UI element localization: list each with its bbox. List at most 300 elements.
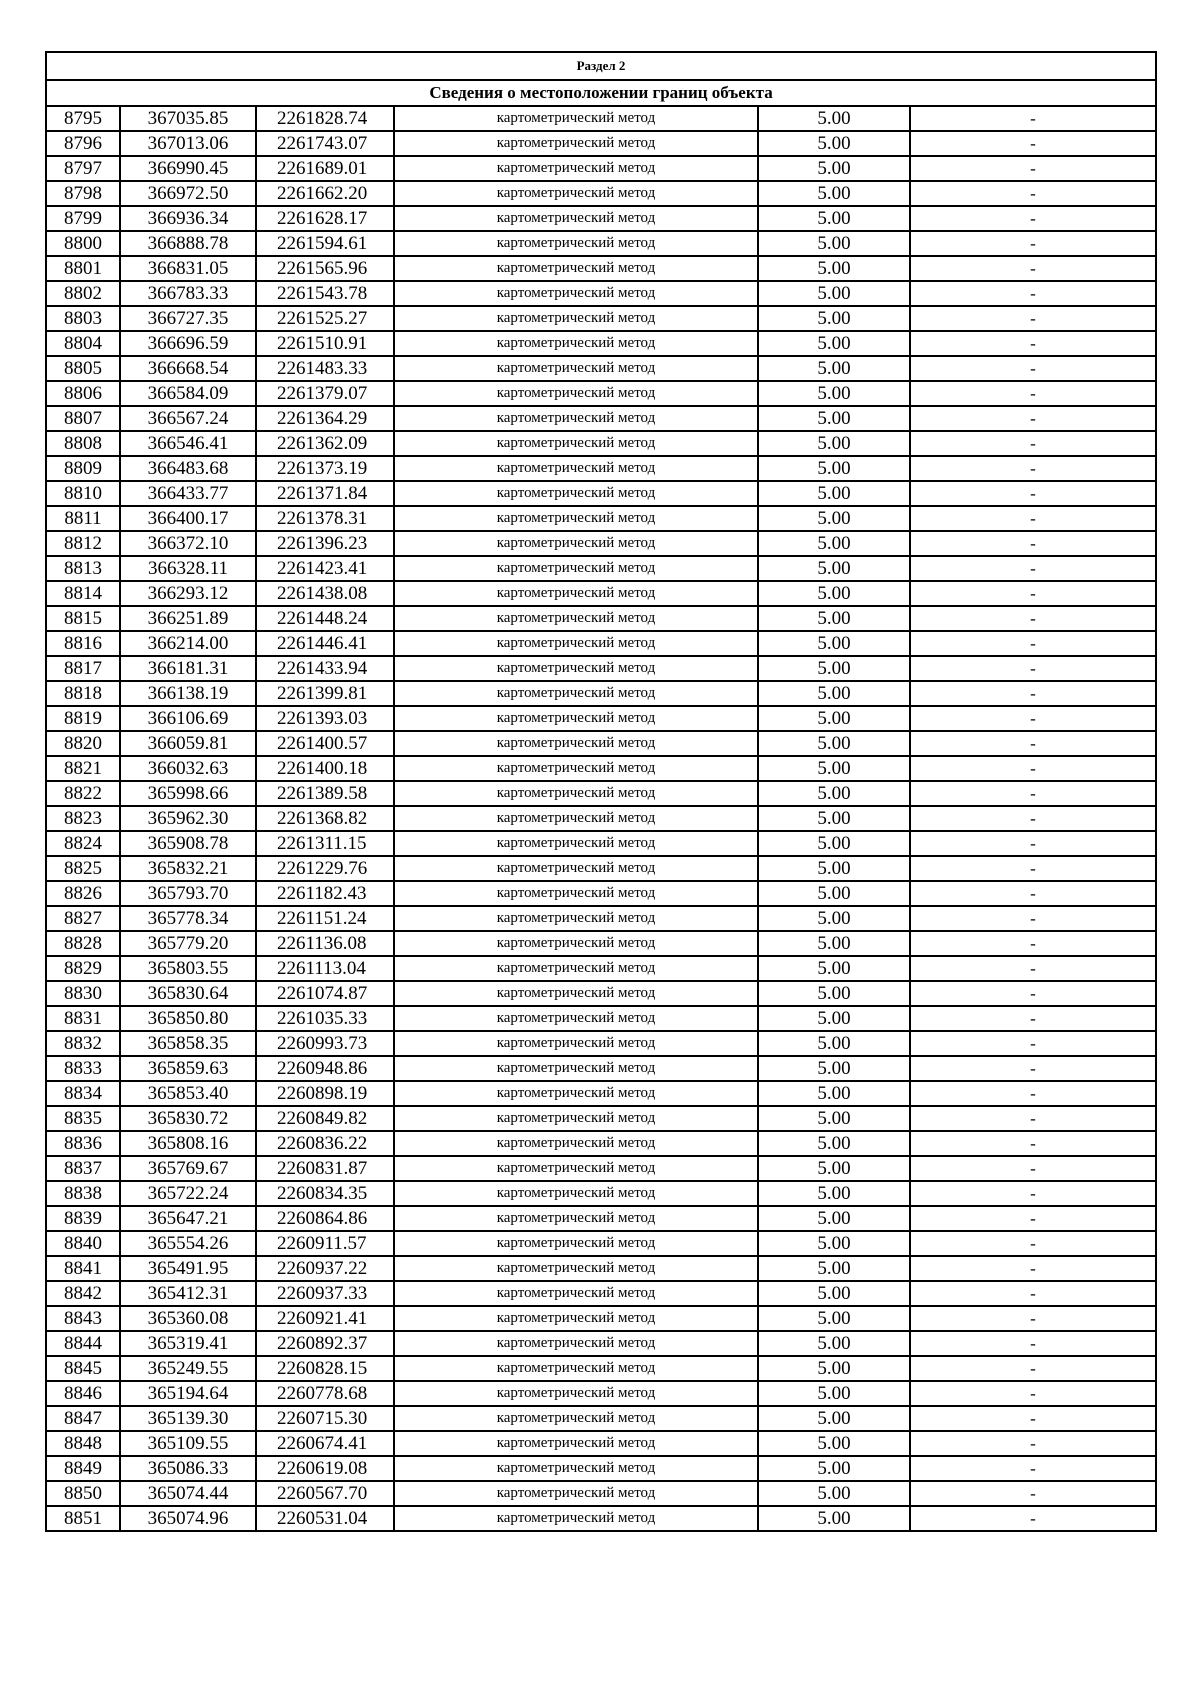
table-row (46, 231, 1156, 256)
description-cell: - (910, 831, 1156, 856)
method-cell: картометрический метод (394, 706, 758, 731)
x-coordinate-cell: 365109.55 (120, 1431, 256, 1456)
table-row (46, 581, 1156, 606)
point-number-cell: 8814 (46, 581, 120, 606)
method-cell: картометрический метод (394, 581, 758, 606)
x-coordinate-cell: 366546.41 (120, 431, 256, 456)
x-coordinate-cell: 365779.20 (120, 931, 256, 956)
description-cell: - (910, 1356, 1156, 1381)
description-cell: - (910, 881, 1156, 906)
precision-cell: 5.00 (758, 631, 910, 656)
table-row (46, 906, 1156, 931)
table-row (46, 606, 1156, 631)
precision-cell: 5.00 (758, 881, 910, 906)
precision-cell: 5.00 (758, 656, 910, 681)
point-number-cell: 8816 (46, 631, 120, 656)
y-coordinate-cell: 2260948.86 (256, 1056, 394, 1081)
precision-cell: 5.00 (758, 381, 910, 406)
y-coordinate-cell: 2260567.70 (256, 1481, 394, 1506)
description-cell: - (910, 131, 1156, 156)
point-number-cell: 8811 (46, 506, 120, 531)
precision-cell: 5.00 (758, 331, 910, 356)
precision-cell: 5.00 (758, 281, 910, 306)
point-number-cell: 8851 (46, 1506, 120, 1531)
table-row (46, 306, 1156, 331)
method-cell: картометрический метод (394, 1306, 758, 1331)
y-coordinate-cell: 2261483.33 (256, 356, 394, 381)
table-row (46, 1206, 1156, 1231)
method-cell: картометрический метод (394, 331, 758, 356)
x-coordinate-cell: 365859.63 (120, 1056, 256, 1081)
precision-cell: 5.00 (758, 1256, 910, 1281)
method-cell: картометрический метод (394, 506, 758, 531)
point-number-cell: 8813 (46, 556, 120, 581)
table-row (46, 706, 1156, 731)
section-title-row (46, 80, 1156, 106)
precision-cell: 5.00 (758, 1456, 910, 1481)
point-number-cell: 8825 (46, 856, 120, 881)
description-cell: - (910, 1206, 1156, 1231)
x-coordinate-cell: 366696.59 (120, 331, 256, 356)
table-row (46, 1156, 1156, 1181)
table-row (46, 756, 1156, 781)
method-cell: картометрический метод (394, 831, 758, 856)
method-cell: картометрический метод (394, 1281, 758, 1306)
x-coordinate-cell: 365998.66 (120, 781, 256, 806)
table-row (46, 1331, 1156, 1356)
precision-cell: 5.00 (758, 931, 910, 956)
point-number-cell: 8810 (46, 481, 120, 506)
x-coordinate-cell: 365908.78 (120, 831, 256, 856)
x-coordinate-cell: 365074.96 (120, 1506, 256, 1531)
point-number-cell: 8808 (46, 431, 120, 456)
description-cell: - (910, 1331, 1156, 1356)
y-coordinate-cell: 2260828.15 (256, 1356, 394, 1381)
x-coordinate-cell: 365722.24 (120, 1181, 256, 1206)
description-cell: - (910, 606, 1156, 631)
point-number-cell: 8822 (46, 781, 120, 806)
x-coordinate-cell: 365249.55 (120, 1356, 256, 1381)
precision-cell: 5.00 (758, 731, 910, 756)
method-cell: картометрический метод (394, 406, 758, 431)
precision-cell: 5.00 (758, 606, 910, 631)
section-title: Сведения о местоположении границ объекта (46, 80, 1156, 106)
x-coordinate-cell: 365808.16 (120, 1131, 256, 1156)
method-cell: картометрический метод (394, 806, 758, 831)
point-number-cell: 8835 (46, 1106, 120, 1131)
method-cell: картометрический метод (394, 1206, 758, 1231)
precision-cell: 5.00 (758, 1081, 910, 1106)
precision-cell: 5.00 (758, 1006, 910, 1031)
description-cell: - (910, 1431, 1156, 1456)
y-coordinate-cell: 2261400.57 (256, 731, 394, 756)
table-row (46, 1006, 1156, 1031)
table-row (46, 406, 1156, 431)
method-cell: картометрический метод (394, 381, 758, 406)
y-coordinate-cell: 2260849.82 (256, 1106, 394, 1131)
y-coordinate-cell: 2261400.18 (256, 756, 394, 781)
precision-cell: 5.00 (758, 1506, 910, 1531)
description-cell: - (910, 731, 1156, 756)
method-cell: картометрический метод (394, 1081, 758, 1106)
description-cell: - (910, 1081, 1156, 1106)
x-coordinate-cell: 365769.67 (120, 1156, 256, 1181)
y-coordinate-cell: 2260993.73 (256, 1031, 394, 1056)
y-coordinate-cell: 2260898.19 (256, 1081, 394, 1106)
description-cell: - (910, 906, 1156, 931)
point-number-cell: 8797 (46, 156, 120, 181)
description-cell: - (910, 181, 1156, 206)
point-number-cell: 8807 (46, 406, 120, 431)
method-cell: картометрический метод (394, 931, 758, 956)
precision-cell: 5.00 (758, 1306, 910, 1331)
description-cell: - (910, 581, 1156, 606)
point-number-cell: 8795 (46, 106, 120, 131)
description-cell: - (910, 706, 1156, 731)
x-coordinate-cell: 366727.35 (120, 306, 256, 331)
point-number-cell: 8827 (46, 906, 120, 931)
y-coordinate-cell: 2261438.08 (256, 581, 394, 606)
point-number-cell: 8828 (46, 931, 120, 956)
y-coordinate-cell: 2261229.76 (256, 856, 394, 881)
x-coordinate-cell: 365412.31 (120, 1281, 256, 1306)
x-coordinate-cell: 365858.35 (120, 1031, 256, 1056)
y-coordinate-cell: 2260911.57 (256, 1231, 394, 1256)
point-number-cell: 8819 (46, 706, 120, 731)
table-row (46, 806, 1156, 831)
method-cell: картометрический метод (394, 231, 758, 256)
x-coordinate-cell: 366831.05 (120, 256, 256, 281)
y-coordinate-cell: 2260836.22 (256, 1131, 394, 1156)
point-number-cell: 8842 (46, 1281, 120, 1306)
x-coordinate-cell: 365803.55 (120, 956, 256, 981)
description-cell: - (910, 1256, 1156, 1281)
section-label: Раздел 2 (46, 52, 1156, 80)
precision-cell: 5.00 (758, 131, 910, 156)
description-cell: - (910, 981, 1156, 1006)
point-number-cell: 8821 (46, 756, 120, 781)
method-cell: картометрический метод (394, 1256, 758, 1281)
method-cell: картометрический метод (394, 606, 758, 631)
table-row (46, 481, 1156, 506)
description-cell: - (910, 1306, 1156, 1331)
y-coordinate-cell: 2260531.04 (256, 1506, 394, 1531)
point-number-cell: 8848 (46, 1431, 120, 1456)
precision-cell: 5.00 (758, 506, 910, 531)
precision-cell: 5.00 (758, 1481, 910, 1506)
description-cell: - (910, 756, 1156, 781)
x-coordinate-cell: 366138.19 (120, 681, 256, 706)
method-cell: картометрический метод (394, 1431, 758, 1456)
table-row (46, 931, 1156, 956)
x-coordinate-cell: 366783.33 (120, 281, 256, 306)
precision-cell: 5.00 (758, 356, 910, 381)
precision-cell: 5.00 (758, 981, 910, 1006)
point-number-cell: 8831 (46, 1006, 120, 1031)
boundary-coordinates-table (45, 51, 1157, 1532)
point-number-cell: 8800 (46, 231, 120, 256)
method-cell: картометрический метод (394, 1231, 758, 1256)
method-cell: картометрический метод (394, 531, 758, 556)
precision-cell: 5.00 (758, 1381, 910, 1406)
method-cell: картометрический метод (394, 181, 758, 206)
x-coordinate-cell: 365962.30 (120, 806, 256, 831)
method-cell: картометрический метод (394, 281, 758, 306)
x-coordinate-cell: 367013.06 (120, 131, 256, 156)
method-cell: картометрический метод (394, 1006, 758, 1031)
method-cell: картометрический метод (394, 1131, 758, 1156)
method-cell: картометрический метод (394, 631, 758, 656)
x-coordinate-cell: 366668.54 (120, 356, 256, 381)
description-cell: - (910, 1181, 1156, 1206)
method-cell: картометрический метод (394, 106, 758, 131)
method-cell: картометрический метод (394, 906, 758, 931)
table-row (46, 106, 1156, 131)
y-coordinate-cell: 2261628.17 (256, 206, 394, 231)
precision-cell: 5.00 (758, 1356, 910, 1381)
precision-cell: 5.00 (758, 831, 910, 856)
point-number-cell: 8809 (46, 456, 120, 481)
point-number-cell: 8833 (46, 1056, 120, 1081)
point-number-cell: 8840 (46, 1231, 120, 1256)
y-coordinate-cell: 2261362.09 (256, 431, 394, 456)
y-coordinate-cell: 2261565.96 (256, 256, 394, 281)
y-coordinate-cell: 2261182.43 (256, 881, 394, 906)
x-coordinate-cell: 366990.45 (120, 156, 256, 181)
description-cell: - (910, 1106, 1156, 1131)
method-cell: картометрический метод (394, 156, 758, 181)
point-number-cell: 8796 (46, 131, 120, 156)
x-coordinate-cell: 365830.64 (120, 981, 256, 1006)
precision-cell: 5.00 (758, 781, 910, 806)
method-cell: картометрический метод (394, 206, 758, 231)
x-coordinate-cell: 365832.21 (120, 856, 256, 881)
description-cell: - (910, 481, 1156, 506)
precision-cell: 5.00 (758, 1031, 910, 1056)
point-number-cell: 8844 (46, 1331, 120, 1356)
table-row (46, 1106, 1156, 1131)
precision-cell: 5.00 (758, 906, 910, 931)
y-coordinate-cell: 2260864.86 (256, 1206, 394, 1231)
method-cell: картометрический метод (394, 981, 758, 1006)
y-coordinate-cell: 2261373.19 (256, 456, 394, 481)
point-number-cell: 8823 (46, 806, 120, 831)
x-coordinate-cell: 365491.95 (120, 1256, 256, 1281)
table-row (46, 731, 1156, 756)
description-cell: - (910, 331, 1156, 356)
precision-cell: 5.00 (758, 481, 910, 506)
x-coordinate-cell: 365319.41 (120, 1331, 256, 1356)
description-cell: - (910, 1481, 1156, 1506)
y-coordinate-cell: 2261136.08 (256, 931, 394, 956)
x-coordinate-cell: 366433.77 (120, 481, 256, 506)
method-cell: картометрический метод (394, 306, 758, 331)
point-number-cell: 8803 (46, 306, 120, 331)
y-coordinate-cell: 2261396.23 (256, 531, 394, 556)
table-row (46, 1081, 1156, 1106)
y-coordinate-cell: 2261113.04 (256, 956, 394, 981)
x-coordinate-cell: 365830.72 (120, 1106, 256, 1131)
description-cell: - (910, 856, 1156, 881)
precision-cell: 5.00 (758, 306, 910, 331)
description-cell: - (910, 656, 1156, 681)
x-coordinate-cell: 366567.24 (120, 406, 256, 431)
table-row (46, 1231, 1156, 1256)
point-number-cell: 8846 (46, 1381, 120, 1406)
table-row (46, 1381, 1156, 1406)
method-cell: картометрический метод (394, 1031, 758, 1056)
x-coordinate-cell: 366214.00 (120, 631, 256, 656)
table-row (46, 856, 1156, 881)
method-cell: картометрический метод (394, 1106, 758, 1131)
precision-cell: 5.00 (758, 556, 910, 581)
point-number-cell: 8804 (46, 331, 120, 356)
x-coordinate-cell: 366584.09 (120, 381, 256, 406)
description-cell: - (910, 556, 1156, 581)
description-cell: - (910, 806, 1156, 831)
method-cell: картометрический метод (394, 256, 758, 281)
y-coordinate-cell: 2261743.07 (256, 131, 394, 156)
y-coordinate-cell: 2261423.41 (256, 556, 394, 581)
point-number-cell: 8838 (46, 1181, 120, 1206)
table-row (46, 156, 1156, 181)
y-coordinate-cell: 2261399.81 (256, 681, 394, 706)
x-coordinate-cell: 365194.64 (120, 1381, 256, 1406)
y-coordinate-cell: 2261594.61 (256, 231, 394, 256)
description-cell: - (910, 1381, 1156, 1406)
precision-cell: 5.00 (758, 1156, 910, 1181)
description-cell: - (910, 631, 1156, 656)
y-coordinate-cell: 2260834.35 (256, 1181, 394, 1206)
method-cell: картометрический метод (394, 356, 758, 381)
precision-cell: 5.00 (758, 181, 910, 206)
y-coordinate-cell: 2261364.29 (256, 406, 394, 431)
description-cell: - (910, 781, 1156, 806)
x-coordinate-cell: 366483.68 (120, 456, 256, 481)
precision-cell: 5.00 (758, 456, 910, 481)
table-row (46, 1306, 1156, 1331)
method-cell: картометрический метод (394, 1181, 758, 1206)
table-row (46, 431, 1156, 456)
method-cell: картометрический метод (394, 1156, 758, 1181)
point-number-cell: 8806 (46, 381, 120, 406)
table-row (46, 256, 1156, 281)
method-cell: картометрический метод (394, 656, 758, 681)
x-coordinate-cell: 367035.85 (120, 106, 256, 131)
point-number-cell: 8805 (46, 356, 120, 381)
x-coordinate-cell: 365360.08 (120, 1306, 256, 1331)
x-coordinate-cell: 365647.21 (120, 1206, 256, 1231)
point-number-cell: 8839 (46, 1206, 120, 1231)
precision-cell: 5.00 (758, 956, 910, 981)
description-cell: - (910, 681, 1156, 706)
method-cell: картометрический метод (394, 681, 758, 706)
point-number-cell: 8850 (46, 1481, 120, 1506)
y-coordinate-cell: 2261433.94 (256, 656, 394, 681)
description-cell: - (910, 206, 1156, 231)
table-row (46, 1131, 1156, 1156)
point-number-cell: 8829 (46, 956, 120, 981)
table-row (46, 1056, 1156, 1081)
precision-cell: 5.00 (758, 231, 910, 256)
y-coordinate-cell: 2260715.30 (256, 1406, 394, 1431)
point-number-cell: 8837 (46, 1156, 120, 1181)
x-coordinate-cell: 366181.31 (120, 656, 256, 681)
method-cell: картометрический метод (394, 1406, 758, 1431)
point-number-cell: 8820 (46, 731, 120, 756)
point-number-cell: 8830 (46, 981, 120, 1006)
description-cell: - (910, 1231, 1156, 1256)
precision-cell: 5.00 (758, 756, 910, 781)
point-number-cell: 8826 (46, 881, 120, 906)
y-coordinate-cell: 2260619.08 (256, 1456, 394, 1481)
method-cell: картометрический метод (394, 731, 758, 756)
precision-cell: 5.00 (758, 431, 910, 456)
precision-cell: 5.00 (758, 206, 910, 231)
y-coordinate-cell: 2261828.74 (256, 106, 394, 131)
x-coordinate-cell: 366059.81 (120, 731, 256, 756)
y-coordinate-cell: 2261378.31 (256, 506, 394, 531)
point-number-cell: 8798 (46, 181, 120, 206)
point-number-cell: 8841 (46, 1256, 120, 1281)
method-cell: картометрический метод (394, 881, 758, 906)
method-cell: картометрический метод (394, 1506, 758, 1531)
y-coordinate-cell: 2261035.33 (256, 1006, 394, 1031)
point-number-cell: 8799 (46, 206, 120, 231)
table-row (46, 1181, 1156, 1206)
method-cell: картометрический метод (394, 1481, 758, 1506)
method-cell: картометрический метод (394, 1381, 758, 1406)
x-coordinate-cell: 366293.12 (120, 581, 256, 606)
method-cell: картометрический метод (394, 1056, 758, 1081)
description-cell: - (910, 956, 1156, 981)
y-coordinate-cell: 2260674.41 (256, 1431, 394, 1456)
description-cell: - (910, 1006, 1156, 1031)
precision-cell: 5.00 (758, 156, 910, 181)
y-coordinate-cell: 2261371.84 (256, 481, 394, 506)
precision-cell: 5.00 (758, 1181, 910, 1206)
y-coordinate-cell: 2261393.03 (256, 706, 394, 731)
table-body (46, 52, 1156, 1531)
description-cell: - (910, 231, 1156, 256)
description-cell: - (910, 431, 1156, 456)
section-header-row (46, 52, 1156, 80)
table-row (46, 631, 1156, 656)
point-number-cell: 8834 (46, 1081, 120, 1106)
table-row (46, 456, 1156, 481)
description-cell: - (910, 106, 1156, 131)
precision-cell: 5.00 (758, 1281, 910, 1306)
table-row (46, 131, 1156, 156)
table-row (46, 531, 1156, 556)
table-row (46, 981, 1156, 1006)
table-row (46, 331, 1156, 356)
table-row (46, 181, 1156, 206)
description-cell: - (910, 531, 1156, 556)
x-coordinate-cell: 365086.33 (120, 1456, 256, 1481)
table-row (46, 281, 1156, 306)
table-row (46, 831, 1156, 856)
method-cell: картометрический метод (394, 1356, 758, 1381)
x-coordinate-cell: 365139.30 (120, 1406, 256, 1431)
x-coordinate-cell: 365793.70 (120, 881, 256, 906)
y-coordinate-cell: 2260921.41 (256, 1306, 394, 1331)
precision-cell: 5.00 (758, 1231, 910, 1256)
table-row (46, 1031, 1156, 1056)
table-row (46, 381, 1156, 406)
precision-cell: 5.00 (758, 256, 910, 281)
method-cell: картометрический метод (394, 1331, 758, 1356)
